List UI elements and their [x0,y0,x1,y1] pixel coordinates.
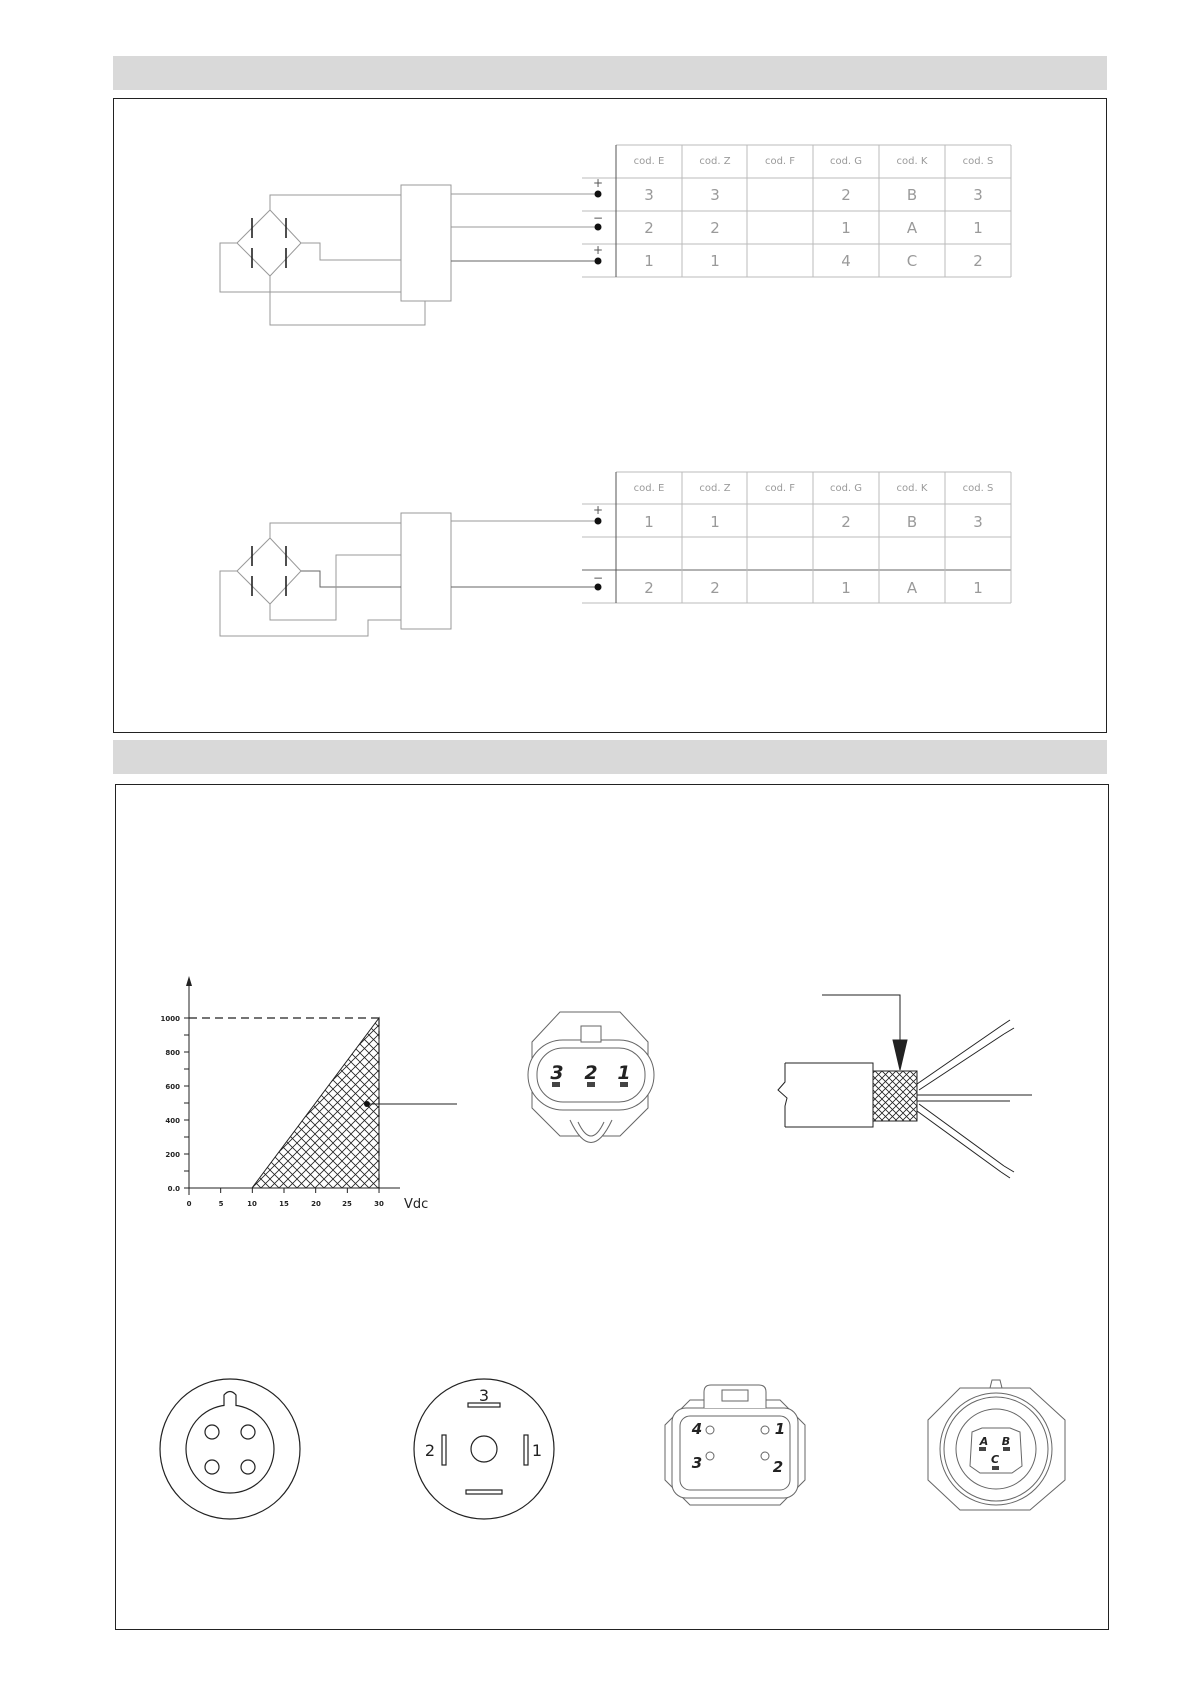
x-tick-label: 5 [218,1200,224,1208]
table-cell: 1 [841,219,851,237]
terminal-sign: − [592,571,604,585]
table-cell: 3 [710,186,720,204]
x-tick-label: 0 [186,1200,192,1208]
x-tick-label: 20 [311,1200,321,1208]
connector-4pin [665,1385,805,1505]
y-tick-label: 400 [165,1117,180,1125]
y-axis-arrow [186,976,192,986]
table-cell: 2 [710,219,720,237]
table-cell: 2 [644,579,654,597]
load-chart [161,976,457,1212]
column-header: cod. F [764,156,796,167]
pin-label: 3 [550,1062,564,1084]
table-cell: 2 [973,252,983,270]
table-cell: 2 [644,219,654,237]
pin-label: A [979,1435,989,1448]
x-axis-unit: Vdc [404,1197,429,1212]
pin-table-1 [582,145,1011,277]
connector-abc [928,1380,1065,1510]
column-header: cod. E [633,483,665,494]
column-header: cod. S [962,156,994,167]
table-cell: 2 [710,579,720,597]
terminal-sign: + [592,176,604,190]
table-cell: 3 [973,186,983,204]
pin-label: B [1001,1435,1011,1448]
table-cell: 1 [710,252,720,270]
column-header: cod. K [896,483,928,494]
x-tick-label: 10 [247,1200,257,1208]
cable-drawing [778,995,1032,1178]
table-header-row [634,483,994,494]
column-header: cod. Z [699,156,731,167]
table-cell: 3 [973,513,983,531]
y-tick-label: 800 [165,1049,180,1057]
column-header: cod. K [896,156,928,167]
terminal-dot [595,258,602,265]
column-header: cod. F [764,483,796,494]
table-cell: 2 [841,186,851,204]
table-cell: 1 [644,252,654,270]
y-tick-label: 1000 [160,1015,180,1023]
table-cell: 1 [973,219,983,237]
pin-label: 1 [617,1062,631,1084]
pin-label: 3 [691,1454,703,1472]
table-cell: C [906,252,918,270]
y-tick-label: 200 [165,1151,180,1159]
table-cell: A [906,579,918,597]
connector-m12 [160,1379,300,1519]
wiring-diagram-2 [220,513,598,636]
terminal-sign: + [592,503,604,517]
sensor-bridge-1 [237,210,301,276]
column-header: cod. G [829,156,863,167]
pin-label: 2 [772,1458,784,1476]
pin-label: 1 [531,1441,543,1460]
table-cell: 2 [841,513,851,531]
column-header: cod. G [829,483,863,494]
column-header: cod. E [633,156,665,167]
table-header-row [634,156,994,167]
table-cell: 4 [841,252,851,270]
terminals-2 [593,503,603,591]
terminal-sign: − [592,211,604,225]
column-header: cod. S [962,483,994,494]
terminal-sign: + [592,243,604,257]
column-header: cod. Z [699,483,731,494]
leader-dot [364,1101,370,1107]
x-tick-label: 15 [279,1200,289,1208]
pin-label: 2 [424,1441,436,1460]
pin-label: 1 [774,1420,786,1438]
table-cell: 1 [841,579,851,597]
table-cell: 1 [710,513,720,531]
terminals-1 [593,176,603,265]
x-tick-label: 25 [342,1200,352,1208]
y-tick-label: 600 [165,1083,180,1091]
transmitter-box-2 [401,513,451,629]
pin-label: 4 [691,1420,703,1438]
transmitter-box-1 [401,185,451,301]
table-cell: A [906,219,918,237]
x-tick-label: 30 [374,1200,384,1208]
pin-label: 3 [478,1386,490,1405]
terminal-dot [595,518,602,525]
sensor-bridge-2 [237,538,301,604]
pin-label: C [990,1453,1000,1466]
terminal-dot [595,191,602,198]
table-cell: 1 [644,513,654,531]
operating-area [252,1018,379,1188]
pin-table-2 [582,472,1011,603]
wiring-diagram-1 [220,185,598,325]
pin-label: 2 [584,1062,598,1084]
cable-shield [873,1071,917,1121]
connector-3pin-labels [550,1062,630,1084]
table-cell: B [906,513,918,531]
table-cell: 3 [644,186,654,204]
table-cell: B [906,186,918,204]
table-cell: 1 [973,579,983,597]
y-tick-label: 0.0 [167,1185,180,1193]
